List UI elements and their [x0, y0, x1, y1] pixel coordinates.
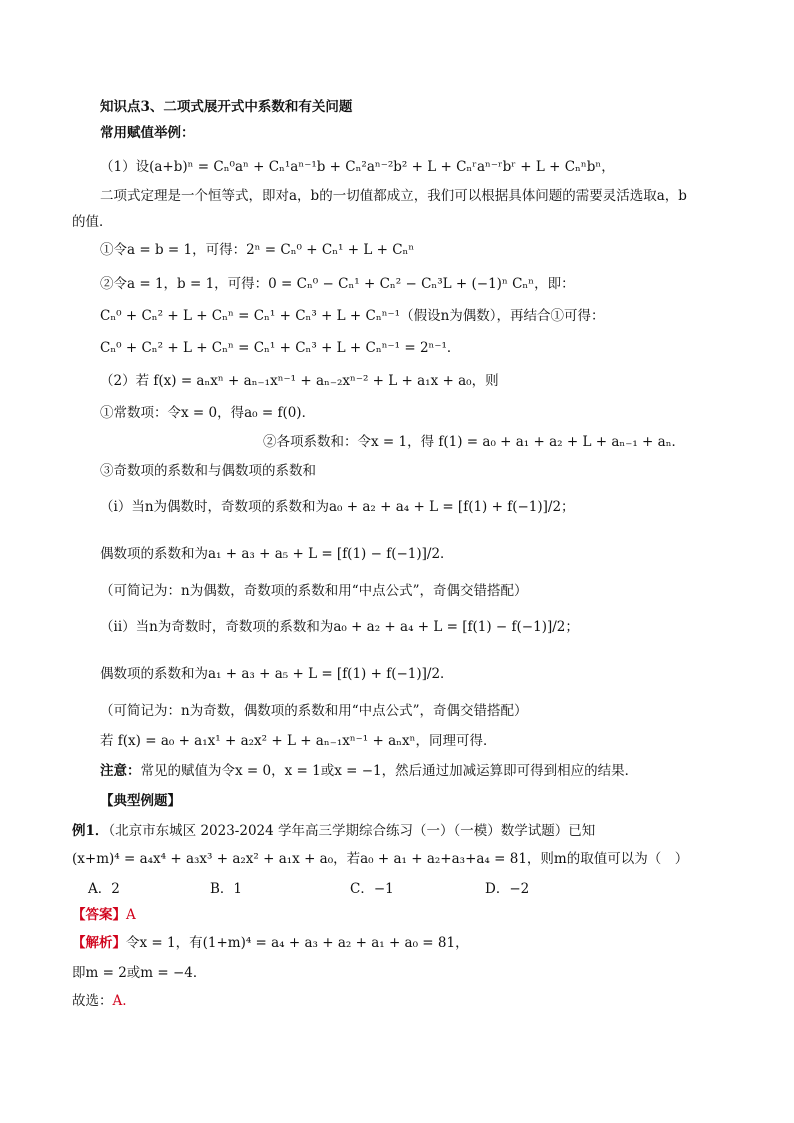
option-c: C．−1	[350, 881, 394, 897]
answer-label: 【答案】	[72, 907, 126, 923]
text-line: （可简记为：n为偶数，奇数项的系数和用“中点公式”，奇偶交错搭配）	[100, 583, 528, 599]
text-line: 若 f(x) = a₀ + a₁x¹ + a₂x² + L + aₙ₋₁xⁿ⁻¹ + aₙxⁿ，同理可得．	[100, 733, 497, 749]
note-text: 常见的赋值为令x = 0，x = 1或x = −1，然后通过加减运算即可得到相应的结果．	[140, 763, 639, 779]
example-equation: (x+m)⁴ = a₄x⁴ + a₃x³ + a₂x² + a₁x + a₀，若a₀ + a₁ + a₂+a₃+a₄ = 81，则m的取值可以为（ ）	[72, 851, 689, 867]
option-d: D．−2	[485, 881, 530, 897]
text-line: ①常数项：令x = 0，得a₀ = f(0)．	[100, 405, 316, 421]
analysis-text: 令x = 1，有(1+m)⁴ = a₄ + a₃ + a₂ + a₁ + a₀ = 81，	[126, 935, 469, 951]
text-line: Cₙ⁰ + Cₙ² + L + Cₙⁿ = Cₙ¹ + Cₙ³ + L + Cₙⁿ⁻¹（假设n为偶数），再结合①可得：	[100, 308, 605, 324]
text-line: 的值．	[72, 214, 113, 230]
answer-value: A	[126, 907, 136, 923]
answer-line	[72, 905, 136, 925]
final-label: 故选：	[72, 993, 113, 1009]
text-line: Cₙ⁰ + Cₙ² + L + Cₙⁿ = Cₙ¹ + Cₙ³ + L + Cₙⁿ⁻¹ = 2ⁿ⁻¹．	[100, 340, 461, 356]
subheading: 常用赋值举例：	[100, 125, 195, 141]
example-label: 例1．	[72, 823, 109, 839]
final-value: A.	[112, 993, 127, 1009]
section-title: 【典型例题】	[100, 793, 181, 809]
formula-line: （1）设(a+b)ⁿ = Cₙ⁰aⁿ + Cₙ¹aⁿ⁻¹b + Cₙ²aⁿ⁻²b² + L + Cₙʳaⁿ⁻ʳbʳ + L + Cₙⁿbⁿ，	[100, 159, 615, 175]
text-line: 偶数项的系数和为a₁ + a₃ + a₅ + L = [f(1) + f(−1)]/2．	[100, 666, 454, 682]
text-line: （可简记为：n为奇数，偶数项的系数和用“中点公式”，奇偶交错搭配）	[100, 703, 528, 719]
text-line: （ii）当n为奇数时，奇数项的系数和为a₀ + a₂ + a₄ + L = [f(1) − f(−1)]/2；	[100, 619, 579, 635]
text-line: （i）当n为偶数时，奇数项的系数和为a₀ + a₂ + a₄ + L = [f(1) + f(−1)]/2；	[100, 499, 575, 515]
analysis-label: 【解析】	[72, 935, 126, 951]
analysis-line	[72, 933, 469, 953]
note-line	[100, 761, 638, 781]
note-label: 注意：	[100, 763, 141, 779]
text-line: ①令a = b = 1，可得：2ⁿ = Cₙ⁰ + Cₙ¹ + L + Cₙⁿ	[100, 242, 415, 258]
analysis-line-2: 即m = 2或m = −4．	[72, 965, 207, 981]
example-line	[72, 821, 595, 841]
knowledge-heading: 知识点3、二项式展开式中系数和有关问题	[100, 99, 353, 115]
final-line	[72, 991, 127, 1011]
text-line: ②令a = 1，b = 1，可得：0 = Cₙ⁰ − Cₙ¹ + Cₙ² − Cₙ³L + (−1)ⁿ Cₙⁿ，即：	[100, 276, 575, 292]
text-line: 二项式定理是一个恒等式，即对a，b的一切值都成立，我们可以根据具体问题的需要灵活选取a，b	[100, 188, 687, 204]
text-line: ②各项系数和：令x = 1，得 f(1) = a₀ + a₁ + a₂ + L + aₙ₋₁ + aₙ．	[263, 434, 686, 450]
text-line: （2）若 f(x) = aₙxⁿ + aₙ₋₁xⁿ⁻¹ + aₙ₋₂xⁿ⁻² + L + a₁x + a₀，则	[100, 373, 499, 389]
example-text: （北京市东城区 2023-2024 学年高三学期综合练习（一）（一模）数学试题）已知	[108, 823, 596, 839]
text-line: ③奇数项的系数和与偶数项的系数和	[100, 463, 316, 479]
option-a: A．2	[88, 881, 120, 897]
text-line: 偶数项的系数和为a₁ + a₃ + a₅ + L = [f(1) − f(−1)]/2．	[100, 546, 454, 562]
option-b: B．1	[210, 881, 243, 897]
options-row	[88, 879, 529, 899]
